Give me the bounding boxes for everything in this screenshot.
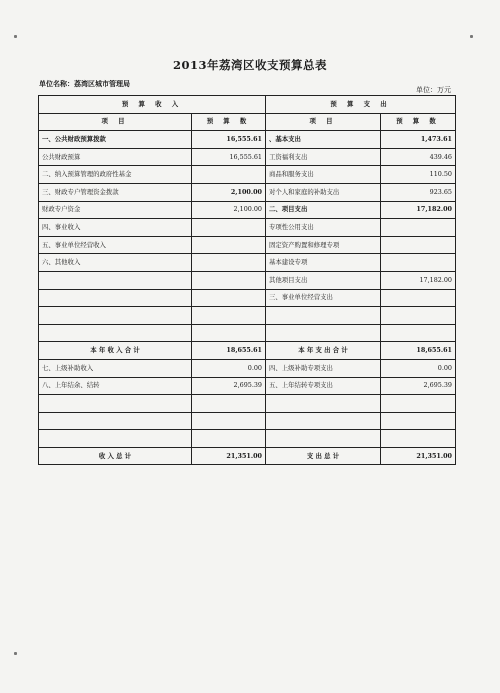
scan-mark-top-right — [470, 35, 473, 38]
income-value-cell — [192, 254, 266, 272]
income-item-cell: 七、上级补助收入 — [39, 359, 192, 377]
income-item-cell: 三、财政专户管理资金拨款 — [39, 183, 192, 201]
expense-value-cell — [381, 430, 456, 448]
expense-value-cell: 17,182.00 — [381, 271, 456, 289]
income-value-cell — [192, 219, 266, 237]
income-value-cell — [192, 430, 266, 448]
income-value-cell: 2,695.39 — [192, 377, 266, 395]
expense-section-header: 预 算 支 出 — [266, 96, 456, 114]
income-item-cell: 收 入 总 计 — [39, 447, 192, 465]
expense-item-cell: 其他项目支出 — [266, 271, 381, 289]
table-row — [39, 359, 456, 377]
table-row — [39, 395, 456, 413]
expense-item-cell: 专项性公用支出 — [266, 219, 381, 237]
expense-item-cell: 四、上级补助专项支出 — [266, 359, 381, 377]
expense-item-cell: 、基本支出 — [266, 131, 381, 149]
income-value-cell: 21,351.00 — [192, 447, 266, 465]
table-row — [39, 201, 456, 219]
budget-table — [38, 95, 456, 465]
column-header-row — [39, 113, 456, 131]
expense-item-cell: 二、项目支出 — [266, 201, 381, 219]
table-row — [39, 377, 456, 395]
table-row — [39, 271, 456, 289]
expense-value-cell: 110.50 — [381, 166, 456, 184]
income-item-cell: 八、上年结余、结转 — [39, 377, 192, 395]
expense-value-cell: 923.65 — [381, 183, 456, 201]
income-item-cell: 二、纳入预算管理的政府性基金 — [39, 166, 192, 184]
income-item-header: 项 目 — [39, 113, 192, 131]
table-row — [39, 148, 456, 166]
expense-value-cell: 0.00 — [381, 359, 456, 377]
table-row — [39, 183, 456, 201]
income-section-header: 预 算 收 入 — [39, 96, 266, 114]
expense-value-cell: 1,473.61 — [381, 131, 456, 149]
expense-item-cell — [266, 430, 381, 448]
expense-value-cell: 17,182.00 — [381, 201, 456, 219]
expense-item-cell: 本 年 支 出 合 计 — [266, 342, 381, 360]
expense-value-cell — [381, 289, 456, 307]
expense-item-cell: 三、事业单位经营支出 — [266, 289, 381, 307]
income-value-cell — [192, 289, 266, 307]
expense-item-cell — [266, 307, 381, 325]
expense-item-cell — [266, 324, 381, 342]
expense-value-cell — [381, 412, 456, 430]
expense-value-cell — [381, 307, 456, 325]
income-item-cell — [39, 430, 192, 448]
expense-value-cell: 439.46 — [381, 148, 456, 166]
income-value-cell: 2,100.00 — [192, 183, 266, 201]
expense-item-cell — [266, 395, 381, 413]
expense-value-cell — [381, 219, 456, 237]
expense-item-cell: 工资福利支出 — [266, 148, 381, 166]
expense-value-cell — [381, 254, 456, 272]
income-value-cell: 2,100.00 — [192, 201, 266, 219]
expense-budget-header: 预 算 数 — [381, 113, 456, 131]
expense-item-cell: 固定资产购置和修理专项 — [266, 236, 381, 254]
table-row — [39, 166, 456, 184]
income-value-cell — [192, 166, 266, 184]
income-value-cell: 16,555.61 — [192, 148, 266, 166]
scan-mark-top-left — [14, 35, 17, 38]
table-row — [39, 219, 456, 237]
currency-unit: 单位：万元 — [416, 86, 451, 94]
income-item-cell — [39, 307, 192, 325]
expense-value-cell — [381, 395, 456, 413]
expense-value-cell — [381, 324, 456, 342]
income-value-cell — [192, 324, 266, 342]
expense-value-cell: 18,655.61 — [381, 342, 456, 360]
page-title: 2013年荔湾区收支预算总表 — [172, 58, 327, 72]
table-row — [39, 447, 456, 465]
table-row — [39, 236, 456, 254]
income-value-cell — [192, 236, 266, 254]
expense-item-cell — [266, 412, 381, 430]
expense-item-cell: 支 出 总 计 — [266, 447, 381, 465]
expense-item-cell: 对个人和家庭的补助支出 — [266, 183, 381, 201]
income-item-cell: 公共财政预算 — [39, 148, 192, 166]
income-item-cell — [39, 412, 192, 430]
income-item-cell: 五、事业单位经营收入 — [39, 236, 192, 254]
table-row — [39, 430, 456, 448]
expense-item-cell: 五、上年结转专项支出 — [266, 377, 381, 395]
scan-mark-bottom-left — [14, 652, 17, 655]
income-item-cell — [39, 271, 192, 289]
unit-name: 单位名称：荔湾区城市管理局 — [39, 79, 130, 88]
income-item-cell — [39, 289, 192, 307]
income-item-cell: 四、事业收入 — [39, 219, 192, 237]
expense-item-header: 项 目 — [266, 113, 381, 131]
income-value-cell — [192, 395, 266, 413]
income-value-cell: 18,655.61 — [192, 342, 266, 360]
table-row — [39, 289, 456, 307]
income-budget-header: 预 算 数 — [192, 113, 266, 131]
expense-value-cell: 2,695.39 — [381, 377, 456, 395]
income-value-cell: 16,555.61 — [192, 131, 266, 149]
expense-item-cell: 商品和服务支出 — [266, 166, 381, 184]
income-item-cell: 六、其他收入 — [39, 254, 192, 272]
income-item-cell: 本 年 收 入 合 计 — [39, 342, 192, 360]
income-item-cell — [39, 395, 192, 413]
income-value-cell — [192, 271, 266, 289]
expense-value-cell — [381, 236, 456, 254]
table-row — [39, 131, 456, 149]
income-item-cell: 一、公共财政预算拨款 — [39, 131, 192, 149]
income-value-cell: 0.00 — [192, 359, 266, 377]
income-item-cell — [39, 324, 192, 342]
table-row — [39, 324, 456, 342]
table-row — [39, 307, 456, 325]
income-value-cell — [192, 307, 266, 325]
budget-table-body — [39, 96, 456, 465]
table-row — [39, 342, 456, 360]
income-item-cell: 财政专户资金 — [39, 201, 192, 219]
expense-value-cell: 21,351.00 — [381, 447, 456, 465]
table-row — [39, 412, 456, 430]
table-row — [39, 254, 456, 272]
section-header-row — [39, 96, 456, 114]
expense-item-cell: 基本建设专项 — [266, 254, 381, 272]
income-value-cell — [192, 412, 266, 430]
